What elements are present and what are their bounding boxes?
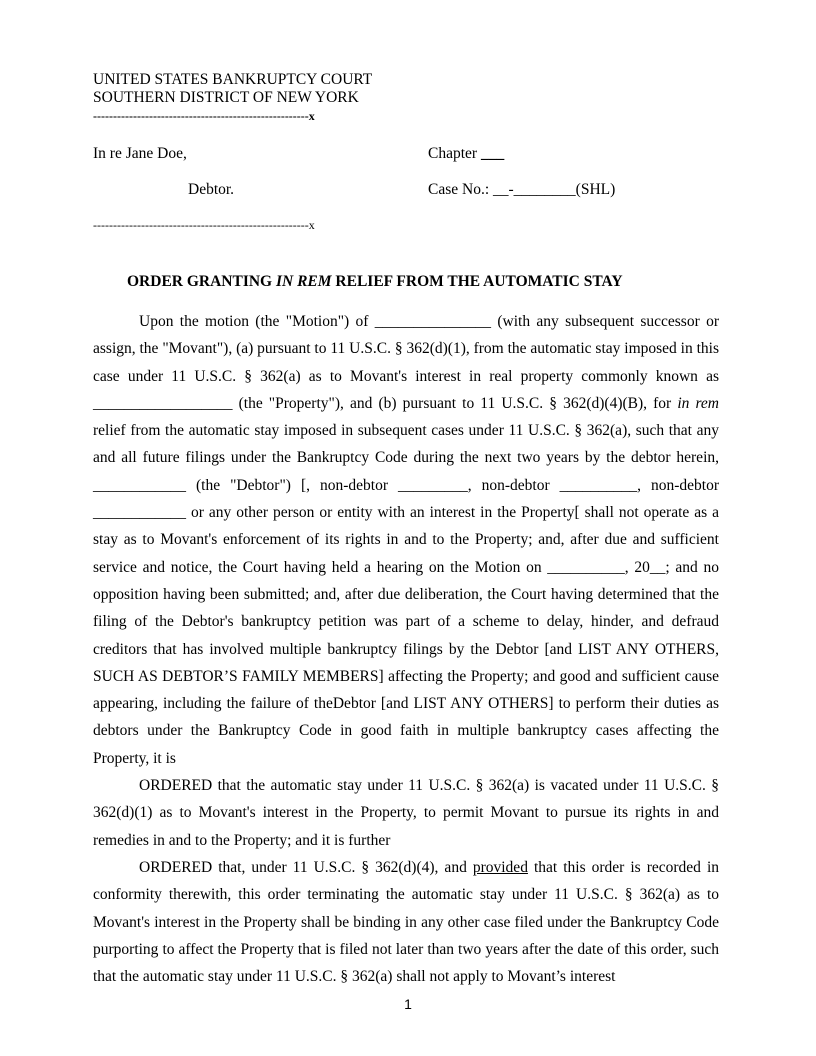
page-number: 1 bbox=[404, 996, 412, 1012]
recitals-italic: in rem bbox=[677, 394, 720, 412]
caption-rule-bottom: ------------------------------------------------------x bbox=[93, 218, 315, 232]
case-number-value: __-________(SHL) bbox=[493, 181, 616, 198]
title-italic: IN REM bbox=[275, 273, 332, 290]
paragraph-ordered-2 bbox=[93, 854, 719, 990]
title-prefix: ORDER GRANTING bbox=[127, 273, 276, 290]
court-name: UNITED STATES BANKRUPTCY COURT bbox=[93, 71, 373, 88]
chapter-line bbox=[428, 145, 504, 163]
debtor-label: Debtor. bbox=[188, 181, 235, 198]
paragraph-recitals bbox=[93, 308, 719, 772]
ordered-2-underlined: provided bbox=[472, 858, 528, 876]
paragraph-ordered-1: ORDERED that the automatic stay under 11 U.S.C. § 362(a) is vacated under 11 U.S.C. § 362(d)(1) as to Movant's interest in the Property, to permit Movant to pursue its rights in and remedies in and to the Property; and it is further bbox=[93, 777, 719, 849]
chapter-label: Chapter bbox=[428, 145, 478, 162]
ordered-2-part-b: that this order is recorded in conformity therewith, this order terminating the automatic stay under 11 U.S.C. § 362(a) as to Movant's interest in the Property shall be binding in any other case filed under the Bankruptcy Code purporting to affect the Property that is filed not later than two years after the date of this order, such that the automatic stay under 11 U.S.C. § 362(a) shall not apply to Movant’s interest bbox=[93, 858, 719, 986]
order-title bbox=[127, 273, 623, 291]
chapter-value: ___ bbox=[480, 145, 505, 162]
recitals-part-b: relief from the automatic stay imposed in subsequent cases under 11 U.S.C. § 362(a), such that any and all future filings under the Bankruptcy Code during the next two years by the debtor herein, ____________ (the "Debtor") [, non-debtor _________, non-debtor __________, non-debtor ____________ or any other person or entity with an interest in the Property[ shall not operate as a stay as to Movant's enforcement of its rights in and to the Property; and, after due and sufficient service and notice, the Court having held a hearing on the Motion on __________, 20__; and no opposition having been submitted; and, after due deliberation, the Court having determined that the filing of the Debtor's bankruptcy petition was part of a scheme to delay, hinder, and defraud creditors that has involved multiple bankruptcy filings by the Debtor [and LIST ANY OTHERS, SUCH AS DEBTOR’S FAMILY MEMBERS] affecting the Property; and good and sufficient cause appearing, including the failure of theDebtor [and LIST ANY OTHERS] to perform their duties as debtors under the Bankruptcy Code in good faith in multiple bankruptcy cases affecting the Property, it is bbox=[93, 422, 719, 767]
case-number-label: Case No.: bbox=[428, 181, 490, 198]
caption-rule-top: ------------------------------------------------------x bbox=[93, 109, 315, 123]
title-suffix: RELIEF FROM THE AUTOMATIC STAY bbox=[331, 273, 623, 290]
order-body bbox=[93, 308, 719, 990]
court-district: SOUTHERN DISTRICT OF NEW YORK bbox=[93, 89, 359, 106]
recitals-part-a: Upon the motion (the "Motion") of _______________ (with any subsequent successor or assign, the "Movant"), (a) pursuant to 11 U.S.C. § 362(d)(1), from the automatic stay imposed in this case under 11 U.S.C. § 362(a) as to Movant's interest in real property commonly known as __________________ (the "Property"), and (b) pursuant to 11 U.S.C. § 362(d)(4)(B), for bbox=[93, 313, 719, 412]
in-re-line: In re Jane Doe, bbox=[93, 145, 187, 162]
ordered-2-part-a: ORDERED that, under 11 U.S.C. § 362(d)(4), and bbox=[139, 858, 473, 876]
case-number-line bbox=[428, 181, 615, 199]
